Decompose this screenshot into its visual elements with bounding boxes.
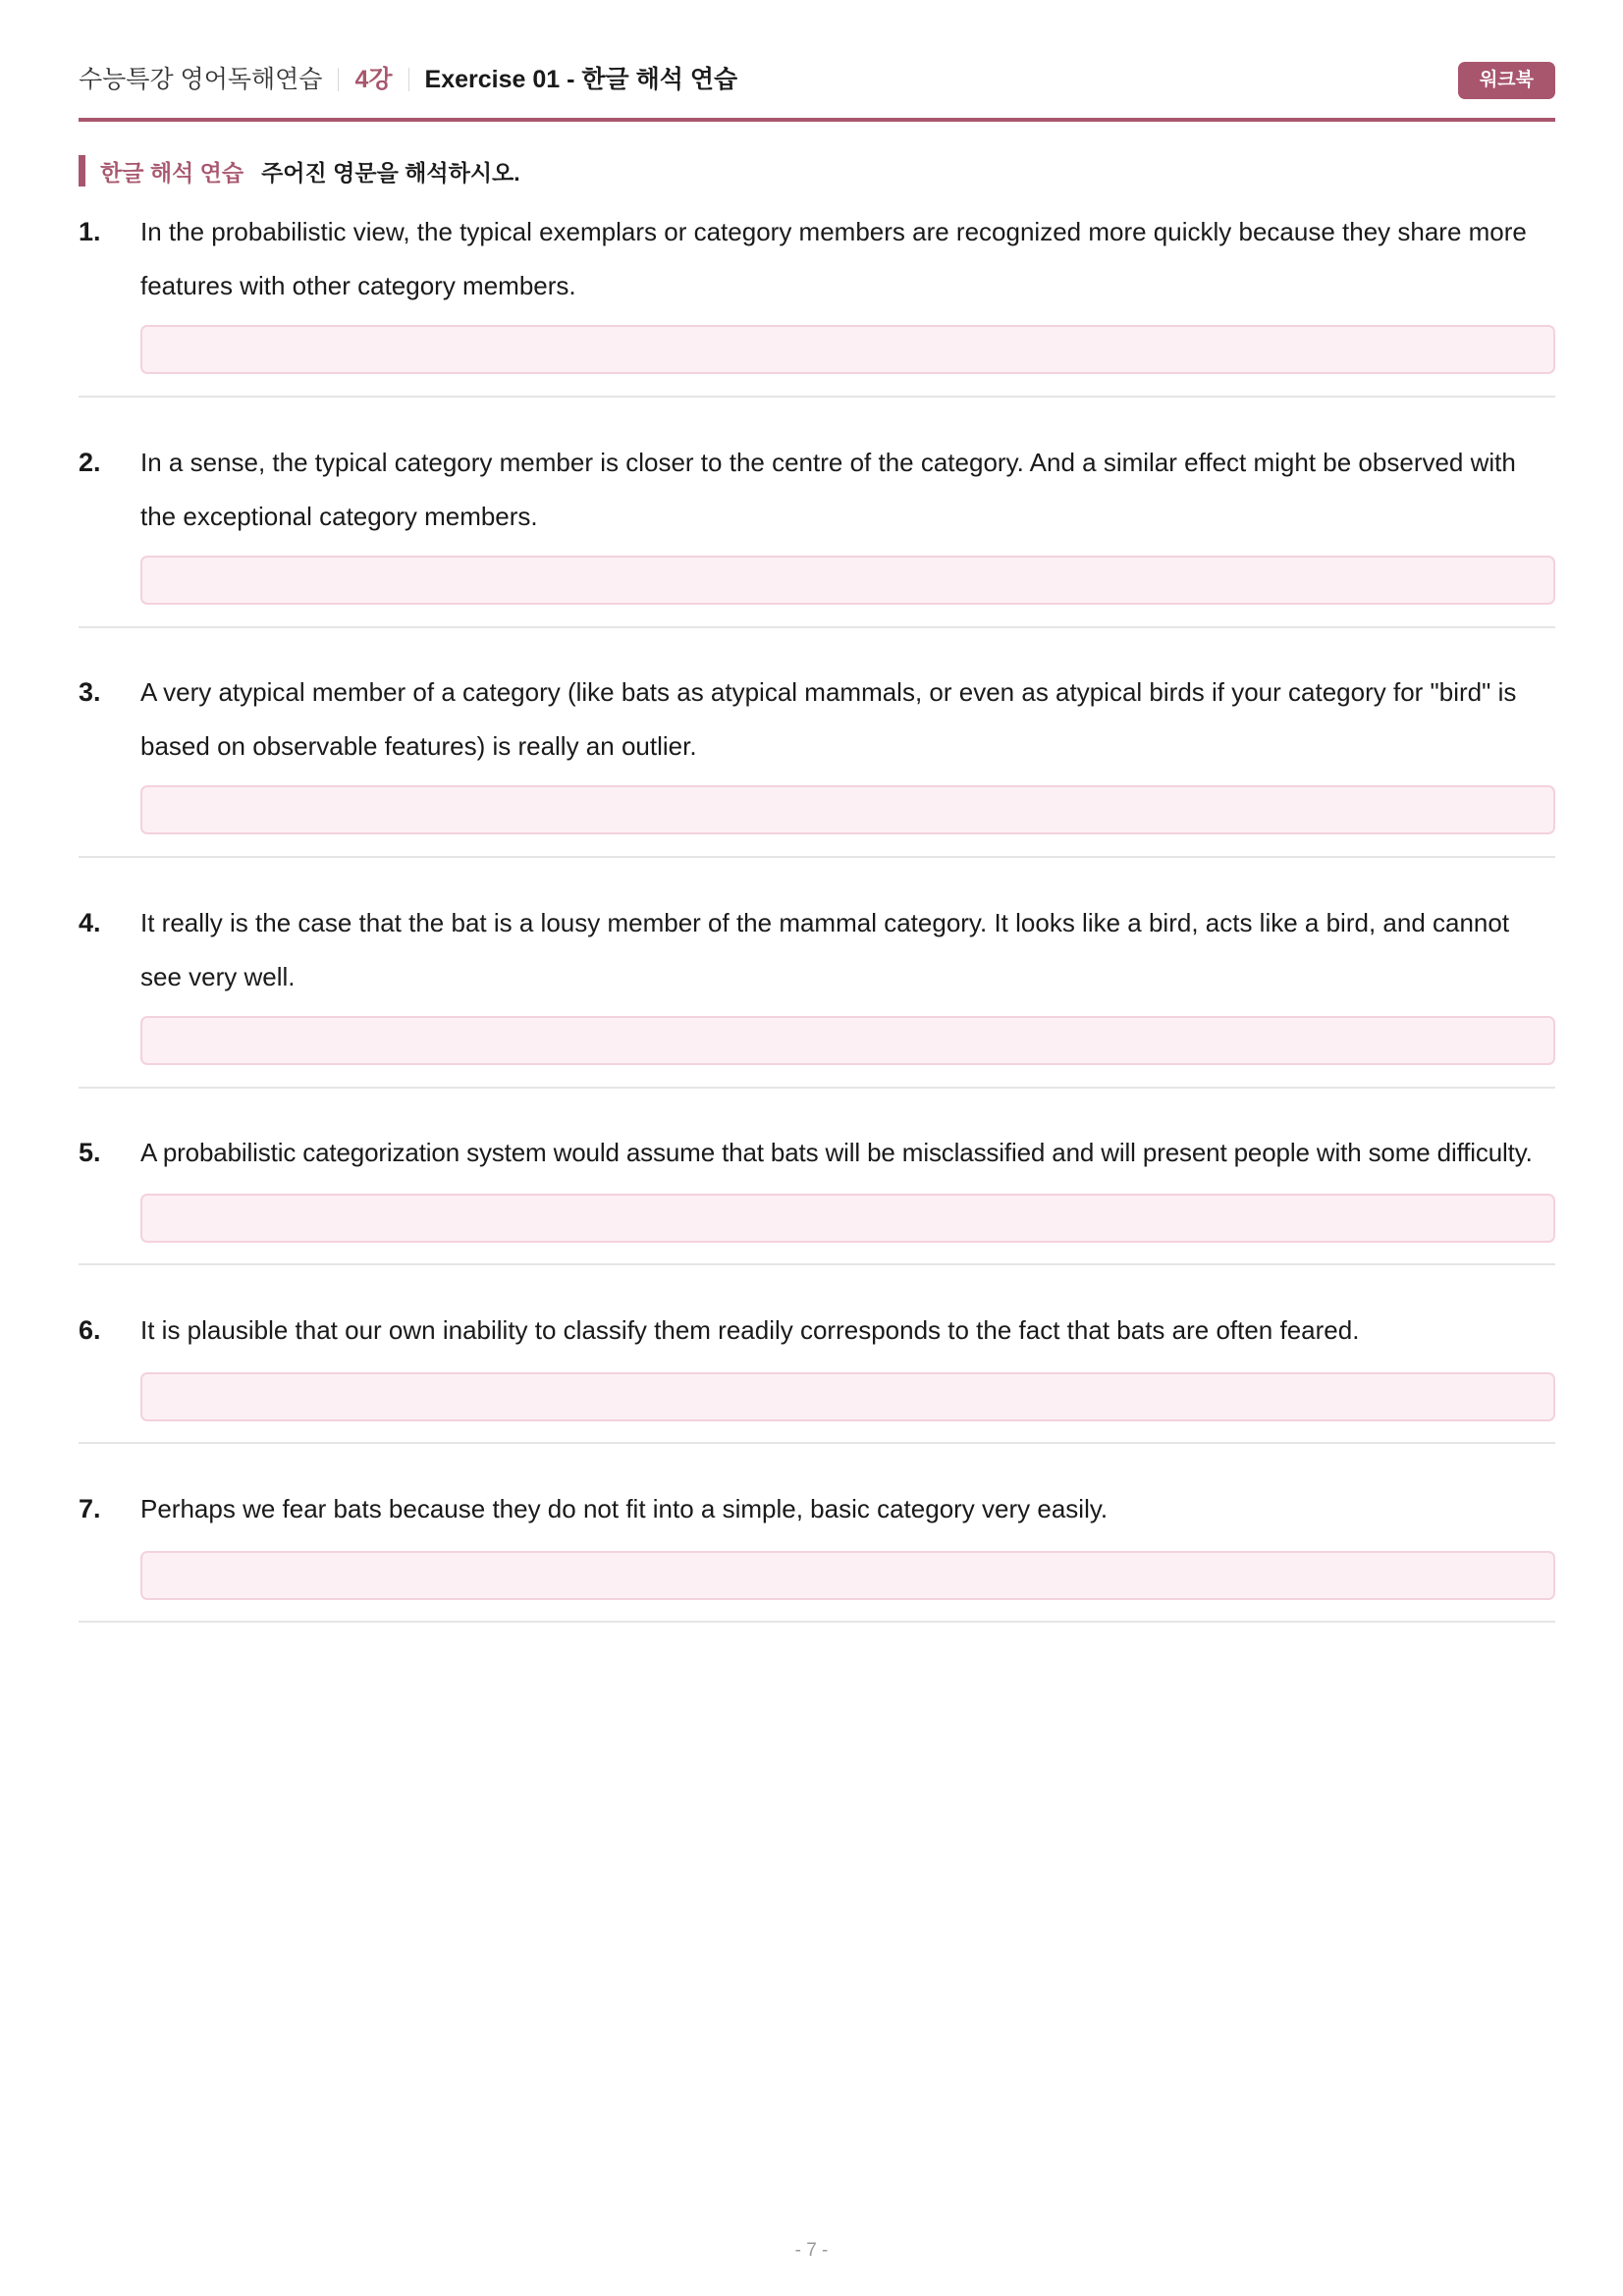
question-number: 3. [79,677,101,707]
header-breadcrumb [79,65,737,94]
section-label: 한글 해석 연습 [100,159,244,186]
answer-field[interactable] [140,556,1555,605]
answer-field[interactable] [140,1372,1555,1421]
answer-field[interactable] [140,1194,1555,1243]
question-text: A probabilistic categorization system would assume that bats will be misclassified and will present people with some difficulty. [140,1138,1533,1167]
question-item [79,1126,1555,1265]
question-item [79,1304,1555,1444]
question-number: 1. [79,217,101,246]
header-divider [338,68,339,91]
answer-field[interactable] [140,1016,1555,1065]
question-item [79,436,1555,628]
question-number: 2. [79,448,101,477]
question-number: 6. [79,1315,101,1345]
question-text: Perhaps we fear bats because they do not fit into a simple, basic category very easily. [140,1494,1109,1523]
header-divider [408,68,409,91]
book-title: 수능특강 영어독해연습 [79,66,323,93]
question-text: A very atypical member of a category (like bats as atypical mammals, or even as atypical birds if your category for "bird" is based on observable features) is really an outlier. [140,677,1517,761]
question-text: In the probabilistic view, the typical exemplars or category members are recognized more quickly because they share more features with other category members. [140,217,1527,300]
question-number: 5. [79,1138,101,1167]
exercise-title: Exercise 01 - 한글 해석 연습 [424,66,738,93]
workbook-page [79,0,1555,1523]
question-item [79,1482,1555,1623]
section-instruction: 주어진 영문을 해석하시오. [261,159,520,186]
page-number: - 7 - [794,2240,829,2261]
section-heading [79,155,520,187]
answer-field[interactable] [140,785,1555,834]
question-number: 4. [79,908,101,937]
page-header [79,0,1555,122]
question-text: It is plausible that our own inability to classify them readily corresponds to the fact that bats are often feared. [140,1315,1360,1345]
answer-field[interactable] [140,325,1555,374]
question-item [79,205,1555,398]
lesson-number: 4강 [354,66,393,93]
answer-field[interactable] [140,1551,1555,1600]
question-item [79,896,1555,1089]
question-text: In a sense, the typical category member is closer to the centre of the category. And a similar effect might be observed with the exceptional category members. [140,448,1516,531]
question-text: It really is the case that the bat is a lousy member of the mammal category. It looks like a bird, acts like a bird, and cannot see very well. [140,908,1510,991]
question-number: 7. [79,1494,101,1523]
workbook-badge: 워크북 [1458,62,1555,99]
question-item [79,666,1555,858]
